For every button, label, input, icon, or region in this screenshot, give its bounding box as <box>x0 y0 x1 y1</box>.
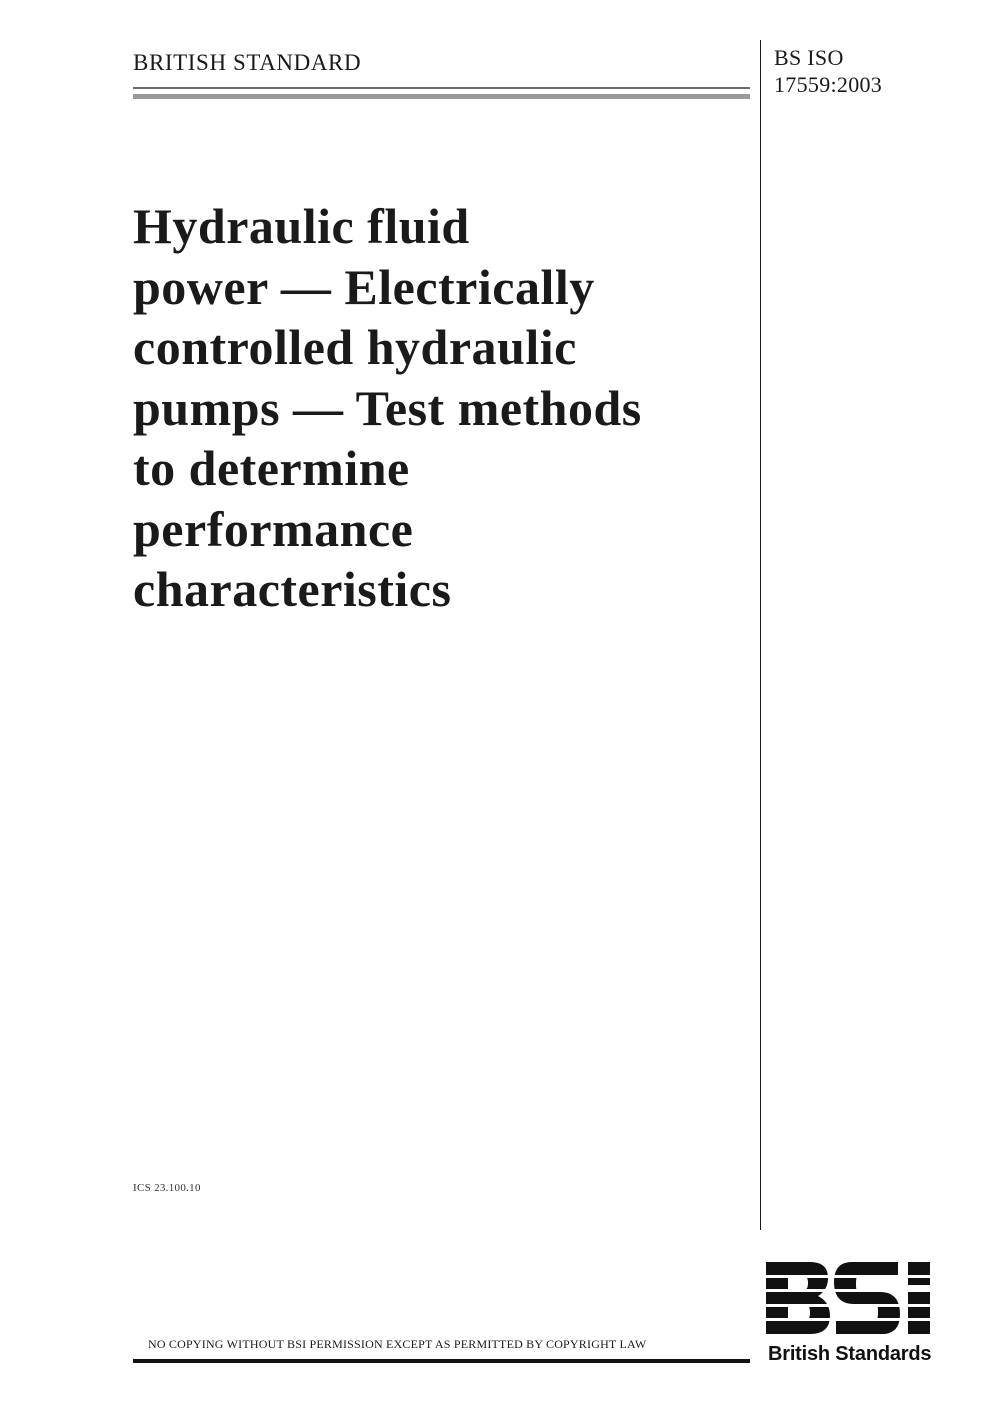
title-line: to determine <box>133 440 410 496</box>
bsi-logo-icon <box>766 1262 944 1334</box>
brand-name: British Standards <box>768 1343 932 1365</box>
title-line: power — Electrically <box>133 258 595 315</box>
title-line: Hydraulic fluid <box>133 198 470 254</box>
ics-code: ICS 23.100.10 <box>133 1182 201 1194</box>
header-rule-thin <box>133 87 750 89</box>
title-line: characteristics <box>133 561 452 617</box>
title-line: controlled hydraulic <box>133 319 577 375</box>
document-title <box>133 196 753 620</box>
title-line: pumps — Test methods <box>133 379 642 436</box>
footer-rule <box>133 1359 750 1363</box>
document-number <box>774 44 882 98</box>
document-number-prefix: BS ISO <box>774 45 844 70</box>
title-line: performance <box>133 500 414 557</box>
series-label: BRITISH STANDARD <box>133 50 362 75</box>
copyright-notice: NO COPYING WITHOUT BSI PERMISSION EXCEPT AS PERMITTED BY COPYRIGHT LAW <box>148 1337 647 1351</box>
document-number-code: 17559:2003 <box>774 72 883 97</box>
vertical-divider <box>760 40 761 1230</box>
header-rule-thick <box>133 94 750 99</box>
